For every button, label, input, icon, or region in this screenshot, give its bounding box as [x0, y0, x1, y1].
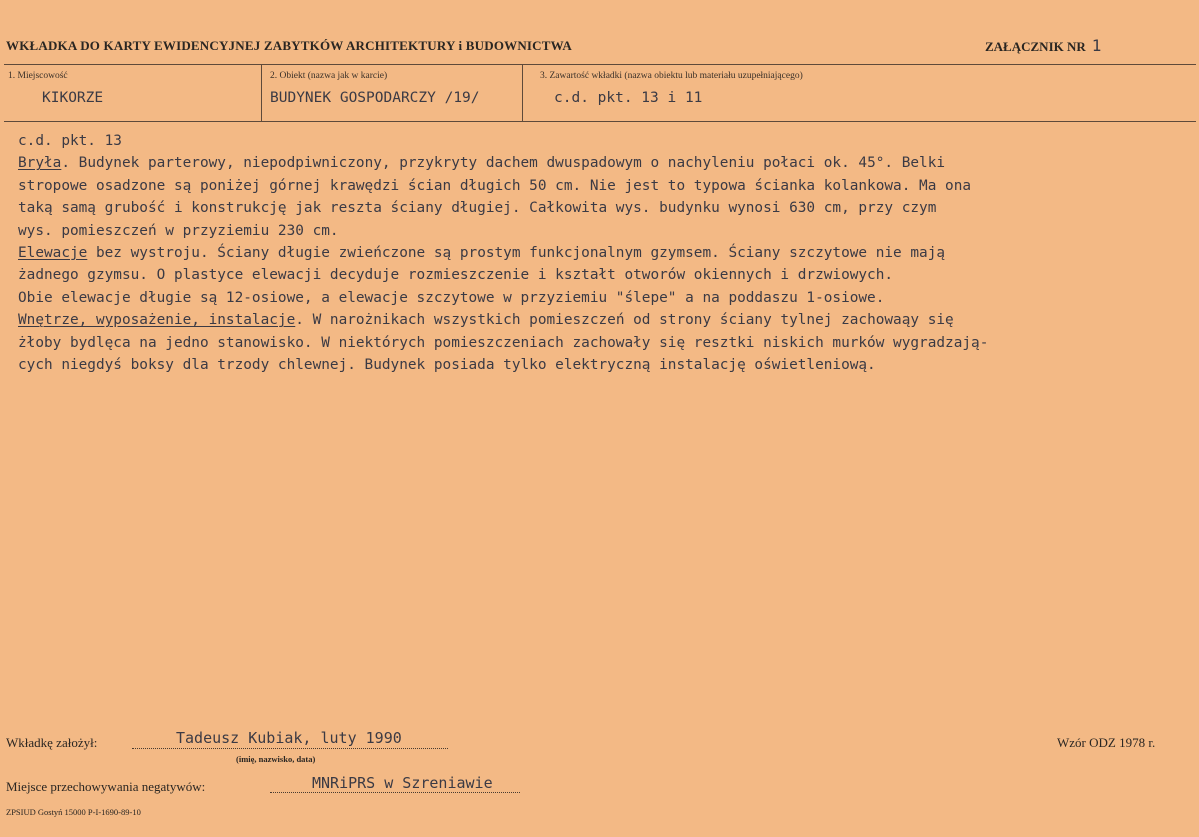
negatives-dotted-line: [270, 792, 520, 793]
header-rule-top: [4, 64, 1196, 65]
body-line: [18, 309, 1188, 331]
continuation-note: c.d. pkt. 13: [18, 133, 122, 149]
body-text: bez wystroju. Ściany długie zwieńczone są prostym funkcjonalnym gzymsem. Ściany szczytowe nie mają: [87, 245, 946, 262]
header-rule-bottom: [4, 121, 1196, 122]
created-by-value: Tadeusz Kubiak, luty 1990: [176, 729, 402, 747]
field-divider-1: [261, 64, 262, 121]
body-text: taką samą grubość i konstrukcję jak reszta ściany długiej. Całkowita wys. budynku wynosi 630 cm, przy czym: [18, 200, 937, 217]
body-line: [18, 242, 1188, 264]
printer-imprint: ZPSIUD Gostyń 15000 P-I-1690-89-10: [6, 807, 141, 817]
form-model: Wzór ODZ 1978 r.: [1057, 735, 1156, 750]
section-heading-elewacje: Elewacje: [18, 245, 88, 262]
content-label: 3. Zawartość wkładki (nazwa obiektu lub materiału uzupełniającego): [540, 71, 803, 81]
body-line: [18, 287, 1188, 309]
body-text: wys. pomieszczeń w przyziemiu 230 cm.: [18, 222, 339, 239]
field-divider-2: [522, 64, 523, 121]
body-text: cych niegdyś boksy dla trzody chlewnej. Budynek posiada tylko elektryczną instalację oświetleniową.: [18, 357, 876, 374]
body-line: [18, 354, 1188, 376]
created-by-dotted-line: [132, 748, 448, 749]
created-by-label: Wkładkę założył:: [6, 735, 98, 750]
locality-value: KIKORZE: [42, 90, 104, 106]
annex-number: [985, 36, 1101, 55]
body-text: stropowe osadzone są poniżej górnej krawędzi ścian długich 50 cm. Nie jest to typowa ścianka kolankowa. Ma ona: [18, 177, 972, 194]
annex-label: ZAŁĄCZNIK NR: [985, 39, 1086, 54]
body-line: [18, 264, 1188, 286]
annex-number-value: 1: [1091, 36, 1102, 55]
body-text: żłoby bydlęca na jedno stanowisko. W niektórych pomieszczeniach zachowały się resztki niskich murków wygradzają-: [18, 334, 989, 351]
body-text: . Budynek parterowy, niepodpiwniczony, przykryty dachem dwuspadowym o nachyleniu połaci ok. 45°. Belki: [61, 155, 946, 172]
body-text: . W narożnikach wszystkich pomieszczeń od strony ściany tylnej zachowaąy się: [295, 312, 954, 329]
body-line: [18, 332, 1188, 354]
body-line: [18, 130, 1188, 152]
document-body: [18, 130, 1188, 376]
body-line: [18, 220, 1188, 242]
negatives-location-label: Miejsce przechowywania negatywów:: [6, 779, 206, 794]
object-label: 2. Obiekt (nazwa jak w karcie): [270, 71, 388, 81]
negatives-location-value: MNRiPRS w Szreniawie: [312, 774, 493, 792]
body-line: [18, 175, 1188, 197]
body-text: żadnego gzymsu. O plastyce elewacji decyduje rozmieszczenie i kształt otworów okiennych i drzwiowych.: [18, 267, 894, 284]
locality-label: 1. Miejscowość: [8, 71, 68, 81]
section-heading-wnetrze: Wnętrze, wyposażenie, instalacje: [18, 312, 296, 329]
object-value: BUDYNEK GOSPODARCZY /19/: [270, 90, 480, 106]
body-line: [18, 197, 1188, 219]
section-heading-bryla: Bryła: [18, 155, 62, 172]
created-by-caption: (imię, nazwisko, data): [236, 754, 316, 764]
body-line: [18, 152, 1188, 174]
content-value: c.d. pkt. 13 i 11: [554, 90, 703, 106]
body-text: Obie elewacje długie są 12-osiowe, a elewacje szczytowe w przyziemiu "ślepe" a na poddaszu 1-osiowe.: [18, 289, 885, 306]
form-title: WKŁADKA DO KARTY EWIDENCYJNEJ ZABYTKÓW ARCHITEKTURY i BUDOWNICTWA: [6, 38, 572, 53]
